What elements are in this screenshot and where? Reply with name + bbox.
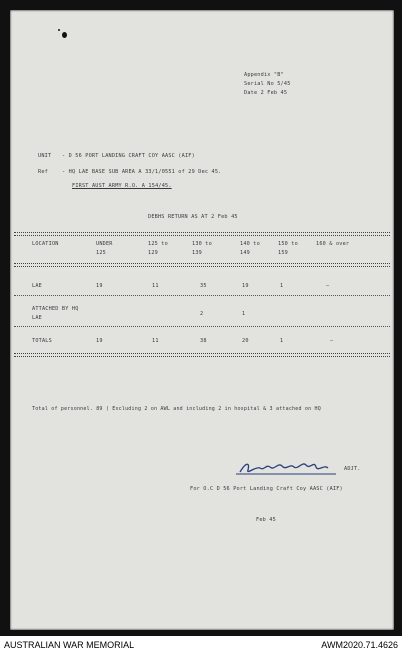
header-location: LOCATION bbox=[32, 241, 59, 247]
ref-line-1: - HQ LAE BASE SUB AREA A 33/1/0551 of 29 Dec 45. bbox=[62, 169, 222, 175]
table-title: DEBHS RETURN AS AT 2 Feb 45 bbox=[148, 214, 238, 220]
cell: 1 bbox=[280, 283, 284, 289]
row-location: ATTACHED BY HQ bbox=[32, 306, 79, 312]
total-personnel: Total of personnel. 89 ( Excluding 2 on AWL and including 2 in hospital & 3 attached on HQ bbox=[32, 406, 321, 412]
row-location-sub: LAE bbox=[32, 315, 42, 321]
cell: 11 bbox=[152, 283, 159, 289]
header-160-over: 160 & over bbox=[316, 241, 350, 247]
cell: 11 bbox=[152, 338, 159, 344]
cell: 1 bbox=[280, 338, 284, 344]
punch-hole-small bbox=[58, 29, 60, 31]
table-rule-header bbox=[14, 263, 390, 267]
cell: – bbox=[326, 283, 330, 289]
signature-adjt: ADJT. bbox=[344, 466, 361, 472]
cell: 19 bbox=[242, 283, 249, 289]
table-rule-bottom bbox=[14, 353, 390, 357]
cell: 20 bbox=[242, 338, 249, 344]
header-140-149-sub: 149 bbox=[240, 250, 250, 256]
archive-footer bbox=[0, 636, 402, 653]
header-130-139-sub: 139 bbox=[192, 250, 202, 256]
unit-label: UNIT bbox=[38, 153, 52, 159]
signature bbox=[236, 458, 344, 478]
table-rule-top bbox=[14, 232, 390, 236]
cell: 35 bbox=[200, 283, 207, 289]
ref-label: Ref bbox=[38, 169, 48, 175]
row-location: TOTALS bbox=[32, 338, 52, 344]
header-125-129-sub: 129 bbox=[148, 250, 158, 256]
header-150-159-sub: 159 bbox=[278, 250, 288, 256]
appendix-date: Date 2 Feb 45 bbox=[244, 90, 288, 96]
row-location: LAE bbox=[32, 283, 42, 289]
cell: – bbox=[330, 338, 334, 344]
unit-text: - D 56 PORT LANDING CRAFT COY AASC (AIF) bbox=[62, 153, 195, 159]
appendix-title: Appendix "B" bbox=[244, 72, 284, 78]
cell: 38 bbox=[200, 338, 207, 344]
document-page bbox=[10, 10, 394, 630]
footer-right: AWM2020.71.4626 bbox=[321, 640, 398, 650]
header-under-125-sub: 125 bbox=[96, 250, 106, 256]
cell: 19 bbox=[96, 338, 103, 344]
signature-date: Feb 45 bbox=[256, 517, 276, 523]
header-125-129: 125 to bbox=[148, 241, 168, 247]
cell: 19 bbox=[96, 283, 103, 289]
cell: 1 bbox=[242, 311, 246, 317]
punch-hole bbox=[62, 32, 67, 38]
header-130-139: 130 to bbox=[192, 241, 212, 247]
ref-line-2: FIRST AUST ARMY R.O. A 154/45. bbox=[72, 183, 172, 189]
header-150-159: 150 to bbox=[278, 241, 298, 247]
header-under-125: UNDER bbox=[96, 241, 113, 247]
table-rule-row bbox=[14, 326, 390, 327]
appendix-serial: Serial No 5/45 bbox=[244, 81, 291, 87]
header-140-149: 140 to bbox=[240, 241, 260, 247]
signature-for: For O.C D 56 Port Landing Craft Coy AASC (AIF) bbox=[190, 486, 343, 492]
table-rule-row bbox=[14, 295, 390, 296]
cell: 2 bbox=[200, 311, 204, 317]
footer-left: AUSTRALIAN WAR MEMORIAL bbox=[4, 640, 135, 650]
